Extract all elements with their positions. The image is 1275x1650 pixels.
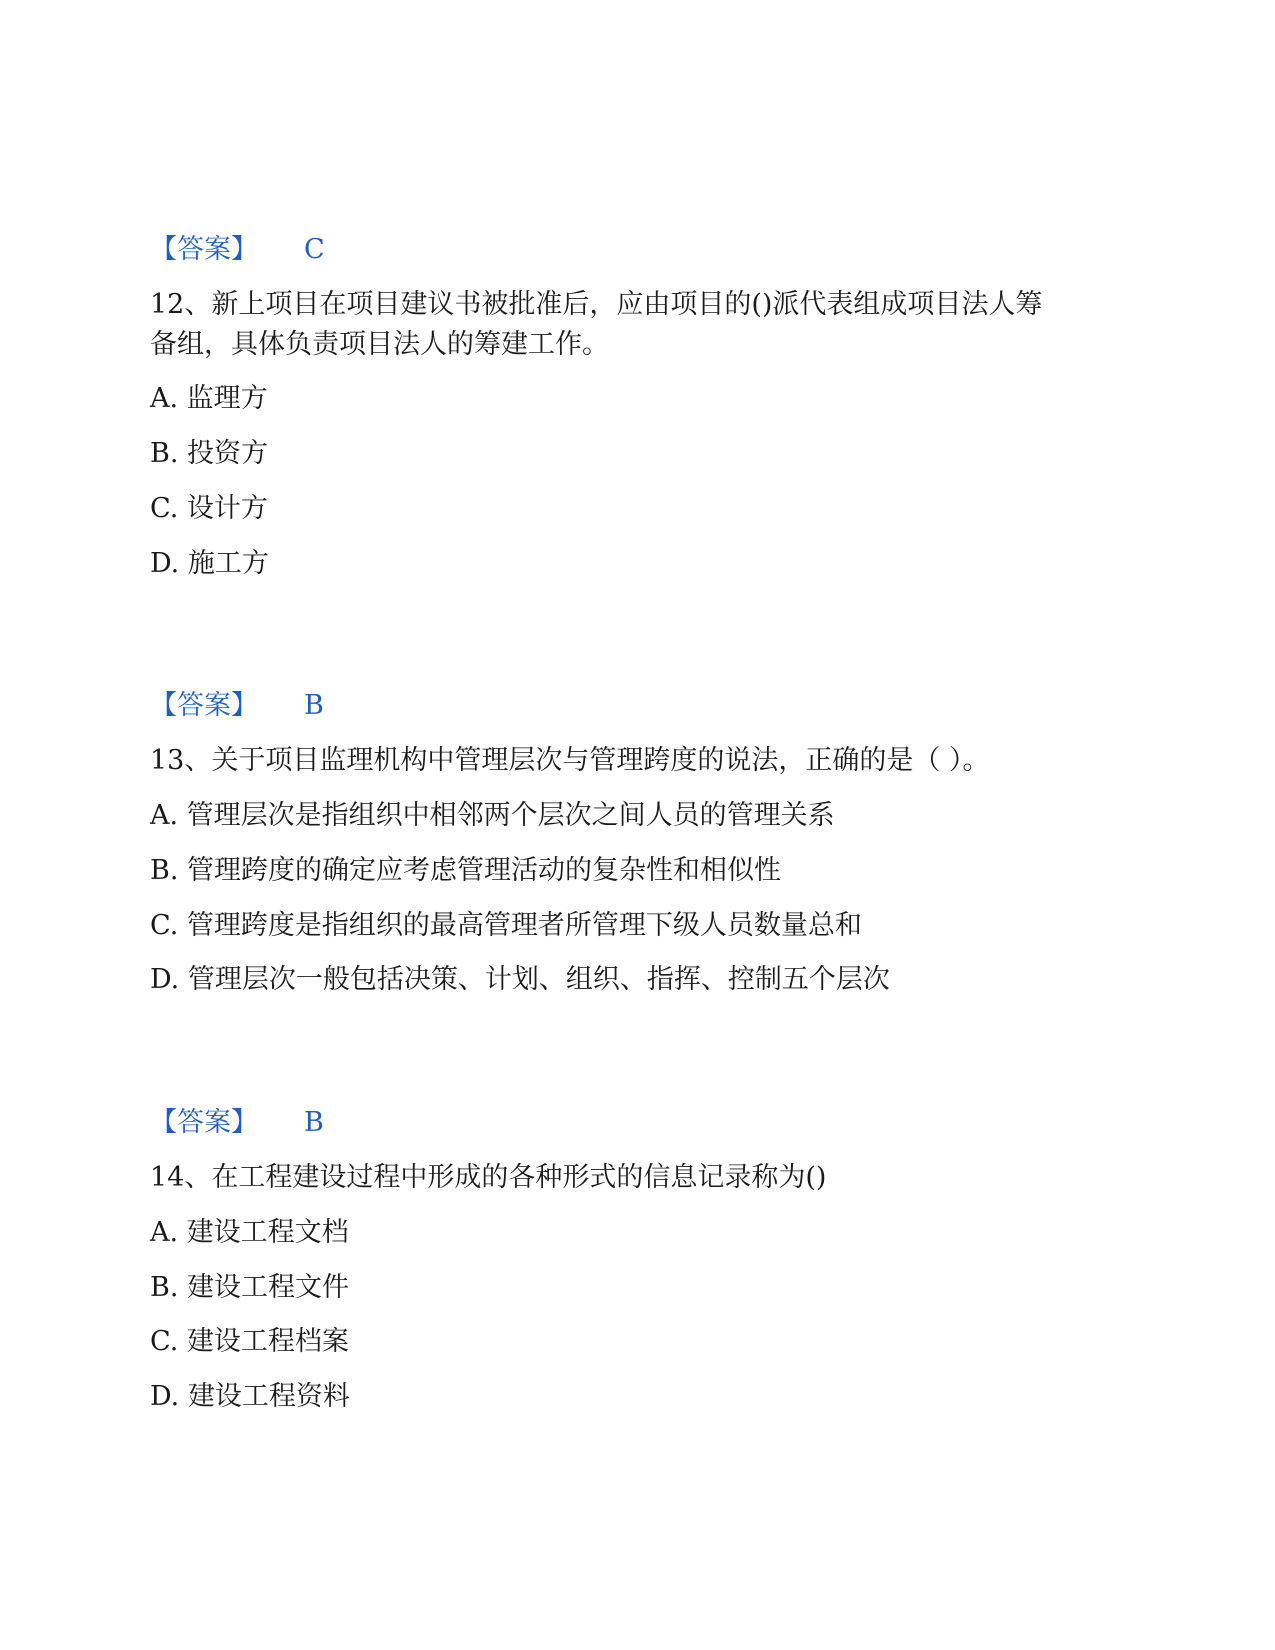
option-14-b: B. 建设工程文件 bbox=[150, 1272, 350, 1303]
question-13-line-1: 13、关于项目监理机构中管理层次与管理跨度的说法，正确的是（ ）。 bbox=[150, 745, 990, 776]
option-13-d: D. 管理层次一般包括决策、计划、组织、指挥、控制五个层次 bbox=[150, 964, 890, 995]
answer-value: B bbox=[304, 690, 324, 721]
question-12-line-2: 备组，具体负责项目法人的筹建工作。 bbox=[150, 329, 609, 360]
option-14-d: D. 建设工程资料 bbox=[150, 1381, 350, 1412]
option-13-c: C. 管理跨度是指组织的最高管理者所管理下级人员数量总和 bbox=[150, 910, 862, 941]
answer-q11 bbox=[150, 230, 325, 270]
option-12-c: C. 设计方 bbox=[150, 493, 268, 524]
option-14-c: C. 建设工程档案 bbox=[150, 1326, 349, 1357]
answer-q13 bbox=[150, 1103, 324, 1143]
option-13-b: B. 管理跨度的确定应考虑管理活动的复杂性和相似性 bbox=[150, 855, 782, 886]
question-12-line-1: 12、新上项目在项目建议书被批准后，应由项目的()派代表组成项目法人筹 bbox=[150, 289, 1043, 320]
answer-q12 bbox=[150, 686, 324, 726]
option-12-d: D. 施工方 bbox=[150, 548, 269, 579]
answer-label: 【答案】 bbox=[150, 690, 258, 721]
answer-value: B bbox=[304, 1107, 324, 1138]
answer-value: C bbox=[304, 234, 325, 265]
answer-label: 【答案】 bbox=[150, 1107, 258, 1138]
question-14-line-1: 14、在工程建设过程中形成的各种形式的信息记录称为() bbox=[150, 1162, 827, 1193]
option-12-b: B. 投资方 bbox=[150, 438, 269, 469]
option-12-a: A. 监理方 bbox=[150, 383, 268, 414]
option-14-a: A. 建设工程文档 bbox=[150, 1217, 349, 1248]
answer-label: 【答案】 bbox=[150, 234, 258, 265]
option-13-a: A. 管理层次是指组织中相邻两个层次之间人员的管理关系 bbox=[150, 800, 835, 831]
